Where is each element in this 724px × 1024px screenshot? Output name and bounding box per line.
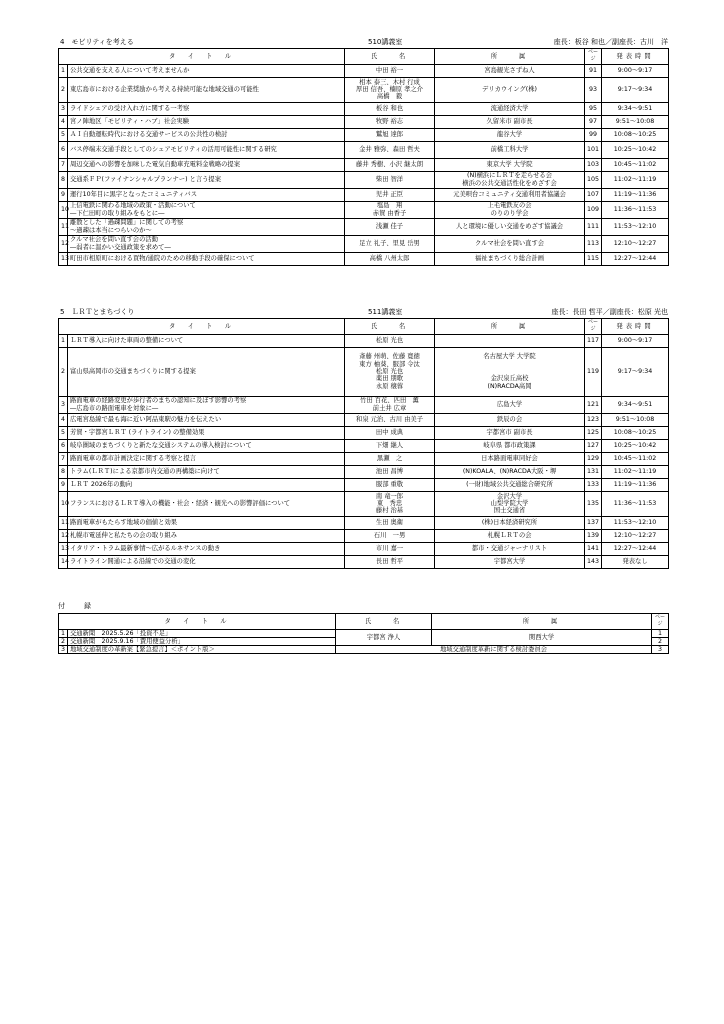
row-page: 141 xyxy=(585,542,602,555)
row-number: 1 xyxy=(59,334,68,347)
row-time: 11:36～11:53 xyxy=(602,201,669,218)
row-time: 9:17～9:34 xyxy=(602,77,669,102)
appendix-table xyxy=(58,613,669,654)
row-number: 9 xyxy=(59,188,68,201)
table-row xyxy=(59,439,669,452)
row-time: 9:00～9:17 xyxy=(602,64,669,77)
session5-header xyxy=(58,306,668,318)
table-row xyxy=(59,235,669,252)
row-affil: 東京大学 大学院 xyxy=(435,158,585,171)
row-affil: 鉄辰の会 xyxy=(435,413,585,426)
row-name: 金井 雅弥、森田 哲夫 xyxy=(345,141,435,158)
row-title: 交通新聞 2025.5.26「投資不足」 xyxy=(68,629,336,637)
row-time: 11:53～12:10 xyxy=(602,218,669,235)
row-page: 109 xyxy=(585,201,602,218)
table-row xyxy=(59,465,669,478)
header-title: タ イ ト ル xyxy=(59,614,336,630)
row-number: 8 xyxy=(59,465,68,478)
row-affil: 元美唄台コミュニティ交通利用者協議会 xyxy=(435,188,585,201)
row-number: 11 xyxy=(59,516,68,529)
row-title: ＬＲＴ 2026年の動向 xyxy=(68,478,345,491)
table-row xyxy=(59,491,669,516)
row-title: フランスにおけるＬＲＴ導入の機能・社会・経済・観光への影響評価について xyxy=(68,491,345,516)
row-number: 4 xyxy=(59,413,68,426)
row-name: 竹田 百花、匹田 薫 前土井 広章 xyxy=(345,396,435,413)
row-title: 札幌市電延伸と私たちの会の取り組み xyxy=(68,529,345,542)
row-time: 11:53～12:10 xyxy=(602,516,669,529)
table-row xyxy=(59,629,669,637)
row-affil: 上毛電鉄友の会 のりのり学会 xyxy=(435,201,585,218)
row-title: 交通系ＦＰ(ファイナンシャルプランナー) と言う提案 xyxy=(68,171,345,188)
row-number: 8 xyxy=(59,171,68,188)
table-row xyxy=(59,426,669,439)
table-header-row xyxy=(59,614,669,630)
row-title: 上信電鉄に関わる地域の政策・活動について ―下仁田町の取り組みをもとに― xyxy=(68,201,345,218)
row-title: 宮ノ陣地区「モビリティ・ハブ」社会実験 xyxy=(68,115,345,128)
row-affil: (株)日本経済研究所 xyxy=(435,516,585,529)
row-title: 離散とした「過疎問題」に関しての考察 ～過疎は本当につらいのか～ xyxy=(68,218,345,235)
row-name: 下畑 継人 xyxy=(345,439,435,452)
row-time: 9:51～10:08 xyxy=(602,413,669,426)
row-affil: (N)KOALA、(N)RACDA大阪・堺 xyxy=(435,465,585,478)
table-row xyxy=(59,452,669,465)
row-time: 11:19～11:36 xyxy=(602,478,669,491)
session4-table xyxy=(58,48,669,266)
table-row xyxy=(59,64,669,77)
session-room: 510講義室 xyxy=(368,38,403,46)
row-page: 139 xyxy=(585,529,602,542)
row-title: ＡＩ自動運転時代における交通サービスの公共性の検討 xyxy=(68,128,345,141)
row-number: 6 xyxy=(59,141,68,158)
row-number: 3 xyxy=(59,102,68,115)
header-page: ページ xyxy=(585,319,602,335)
row-title: 広電宮島線で最も海に近い阿品東駅の魅力を伝えたい xyxy=(68,413,345,426)
row-time: 12:10～12:27 xyxy=(602,235,669,252)
table-row xyxy=(59,396,669,413)
row-name: 池田 昌博 xyxy=(345,465,435,478)
row-title: 町田市相原町における買物/通院のための移動手段の確保について xyxy=(68,252,345,265)
session-title: 4 モビリティを考える xyxy=(60,38,134,46)
row-number: 5 xyxy=(59,426,68,439)
row-name: 田中 成典 xyxy=(345,426,435,439)
row-page: 103 xyxy=(585,158,602,171)
row-affil: 流通経済大学 xyxy=(435,102,585,115)
row-title: 交通新聞 2025.9.16「費用便益分析」 xyxy=(68,637,336,645)
row-title: トラム(ＬＲＴ)による京都市内交通の再構築に向けて xyxy=(68,465,345,478)
row-page: 1 xyxy=(652,629,669,637)
row-title: 東広島市における企業奨励から考える持続可能な地域交通の可能性 xyxy=(68,77,345,102)
row-affil: 金沢大学 山梨学院大学 国士交通省 xyxy=(435,491,585,516)
session5-table xyxy=(58,318,669,569)
table-row xyxy=(59,115,669,128)
row-affil: デリカウイング(株) xyxy=(435,77,585,102)
row-title: 岐阜圏域のまちづくりと新たな交通システムの導入検討について xyxy=(68,439,345,452)
table-row xyxy=(59,188,669,201)
row-title: 路面電車がもたらす地域の価値と効果 xyxy=(68,516,345,529)
row-page: 95 xyxy=(585,102,602,115)
row-title: バス停端末交通手段としてのシェアモビリティの活用可能性に関する研究 xyxy=(68,141,345,158)
row-number: 13 xyxy=(59,252,68,265)
row-time: 9:51～10:08 xyxy=(602,115,669,128)
row-title: ＬＲＴ導入に向けた車両の整備について xyxy=(68,334,345,347)
row-number: 1 xyxy=(59,629,68,637)
row-affil: 日本路面電車同好会 xyxy=(435,452,585,465)
session-chairs: 座長：長田 哲平／副座長：松原 光也 xyxy=(551,308,668,316)
row-number: 12 xyxy=(59,235,68,252)
row-time: 9:34～9:51 xyxy=(602,396,669,413)
header-page: ページ xyxy=(585,49,602,65)
row-name-affil: 地域交通制度革新に関する検討委員会 xyxy=(336,646,652,654)
row-title: 運行10年目に黒字となったコミュニティバス xyxy=(68,188,345,201)
row-number: 3 xyxy=(59,646,68,654)
row-number: 11 xyxy=(59,218,68,235)
row-number: 2 xyxy=(59,77,68,102)
row-time: 10:08～10:25 xyxy=(602,128,669,141)
row-time: 12:10～12:27 xyxy=(602,529,669,542)
row-number: 12 xyxy=(59,529,68,542)
row-affil: 都市・交通ジャーナリスト xyxy=(435,542,585,555)
row-title: 路面電車の経路変更が歩行者のまちの認知に及ぼす影響の考察 ―広島市の路面電車を対象に― xyxy=(68,396,345,413)
row-title: イタリア・トラム最新事情～広がるルネサンスの動き xyxy=(68,542,345,555)
row-affil: 宮島観光さずね人 xyxy=(435,64,585,77)
row-number: 7 xyxy=(59,158,68,171)
row-time: 12:27～12:44 xyxy=(602,252,669,265)
table-row xyxy=(59,102,669,115)
table-row xyxy=(59,516,669,529)
row-name: 生田 奥衛 xyxy=(345,516,435,529)
header-name: 氏 名 xyxy=(336,614,432,630)
session-title: 5 ＬＲＴとまちづくり xyxy=(60,308,135,316)
row-number: 13 xyxy=(59,542,68,555)
row-name: 斎藤 州萌、佐藤 寛徳 東方 柚葵、服部 令汰 松原 光也 薬田 朋歌 永原 穣蓉 xyxy=(345,347,435,396)
row-page: 125 xyxy=(585,426,602,439)
table-row xyxy=(59,334,669,347)
row-affil: 関西大学 xyxy=(432,629,652,646)
row-affil: 宇都宮市 副市長 xyxy=(435,426,585,439)
row-time: 10:25～10:42 xyxy=(602,141,669,158)
row-time: 9:34～9:51 xyxy=(602,102,669,115)
row-page: 111 xyxy=(585,218,602,235)
table-row xyxy=(59,218,669,235)
row-page: 137 xyxy=(585,516,602,529)
row-title: 芳賀・宇都宮ＬＲＴ (ライトライン) の整備効果 xyxy=(68,426,345,439)
row-page: 2 xyxy=(652,637,669,645)
row-name: 中田 裕一 xyxy=(345,64,435,77)
row-page: 121 xyxy=(585,396,602,413)
row-name: 児井 正臣 xyxy=(345,188,435,201)
row-name: 長田 哲平 xyxy=(345,555,435,568)
row-page: 117 xyxy=(585,334,602,347)
header-title: タ イ ト ル xyxy=(59,319,345,335)
row-affil: (N)横浜にＬＲＴを走らせる会 横浜の公共交通活性化をめざす会 xyxy=(435,171,585,188)
row-name: 藤井 秀樹、小沢 継太朗 xyxy=(345,158,435,171)
row-name: 高橋 八州太郎 xyxy=(345,252,435,265)
row-number: 9 xyxy=(59,478,68,491)
row-title: クルマ社会を問い直す会の活動 ―弱者に温かい交通政策を求めて― xyxy=(68,235,345,252)
row-number: 2 xyxy=(59,637,68,645)
table-header-row xyxy=(59,319,669,335)
row-page: 129 xyxy=(585,452,602,465)
row-title: ライトライン開通による沿線での交通の変化 xyxy=(68,555,345,568)
header-name: 氏 名 xyxy=(345,49,435,65)
table-row xyxy=(59,478,669,491)
row-page: 127 xyxy=(585,439,602,452)
row-page: 131 xyxy=(585,465,602,478)
row-time: 10:45～11:02 xyxy=(602,158,669,171)
row-number: 14 xyxy=(59,555,68,568)
row-affil: 札幌ＬＲＴの会 xyxy=(435,529,585,542)
header-affil: 所 属 xyxy=(435,49,585,65)
row-time: 9:00～9:17 xyxy=(602,334,669,347)
row-name: 牧野 裕志 xyxy=(345,115,435,128)
table-row xyxy=(59,201,669,218)
row-title: 周辺交通への影響を加味した電気自動車充電料金戦略の提案 xyxy=(68,158,345,171)
table-row xyxy=(59,128,669,141)
row-page: 123 xyxy=(585,413,602,426)
table-row xyxy=(59,542,669,555)
table-row xyxy=(59,646,669,654)
row-name: 浅瀬 佳子 xyxy=(345,218,435,235)
session-chairs: 座長：板谷 和也／副座長：古川 洋 xyxy=(553,38,668,46)
table-row xyxy=(59,555,669,568)
row-number: 7 xyxy=(59,452,68,465)
row-name: 南 竜一郎 東 秀忠 藤村 治基 xyxy=(345,491,435,516)
row-time: 11:19～11:36 xyxy=(602,188,669,201)
row-time: 11:36～11:53 xyxy=(602,491,669,516)
row-affil: クルマ社会を問い直す会 xyxy=(435,235,585,252)
row-page: 133 xyxy=(585,478,602,491)
row-page: 91 xyxy=(585,64,602,77)
row-time: 10:08～10:25 xyxy=(602,426,669,439)
row-page: 113 xyxy=(585,235,602,252)
row-page: 99 xyxy=(585,128,602,141)
row-time: 12:27～12:44 xyxy=(602,542,669,555)
header-page: ページ xyxy=(652,614,669,630)
table-row xyxy=(59,529,669,542)
row-page: 3 xyxy=(652,646,669,654)
row-name: 和泉 元治、古川 由美子 xyxy=(345,413,435,426)
row-number: 4 xyxy=(59,115,68,128)
row-title: 路面電車の都市計画決定に関する考察と提言 xyxy=(68,452,345,465)
row-number: 5 xyxy=(59,128,68,141)
header-affil: 所 属 xyxy=(432,614,652,630)
row-time: 11:02～11:19 xyxy=(602,171,669,188)
row-affil: 広島大学 xyxy=(435,396,585,413)
row-page: 97 xyxy=(585,115,602,128)
row-title: 公共交通を支える人について考えませんか xyxy=(68,64,345,77)
row-page: 107 xyxy=(585,188,602,201)
row-affil: 龍谷大学 xyxy=(435,128,585,141)
row-affil xyxy=(435,334,585,347)
table-row xyxy=(59,413,669,426)
row-page: 101 xyxy=(585,141,602,158)
table-row xyxy=(59,171,669,188)
row-affil: 岐阜県 都市政策課 xyxy=(435,439,585,452)
row-number: 1 xyxy=(59,64,68,77)
session-room: 511講義室 xyxy=(368,308,403,316)
row-affil: 久留米市 副市長 xyxy=(435,115,585,128)
row-time: 10:45～11:02 xyxy=(602,452,669,465)
row-affil: (一財)地域公共交通総合研究所 xyxy=(435,478,585,491)
row-affil: 福祉まちづくり総合計画 xyxy=(435,252,585,265)
row-time: 発表なし xyxy=(602,555,669,568)
row-affil: 宇都宮大学 xyxy=(435,555,585,568)
table-row xyxy=(59,141,669,158)
header-name: 氏 名 xyxy=(345,319,435,335)
row-name: 市川 嘉一 xyxy=(345,542,435,555)
row-time: 9:17～9:34 xyxy=(602,347,669,396)
row-name: 板谷 和也 xyxy=(345,102,435,115)
row-title: 富山県高岡市の交通まちづくりに関する提案 xyxy=(68,347,345,396)
header-affil: 所 属 xyxy=(435,319,585,335)
row-title: ライドシェアの受け入れ方に関する一考察 xyxy=(68,102,345,115)
row-page: 93 xyxy=(585,77,602,102)
table-row xyxy=(59,252,669,265)
row-affil: 人と環境に優しい交通をめざす協議会 xyxy=(435,218,585,235)
row-name: 宇都宮 浄人 xyxy=(336,629,432,646)
header-time: 発表時間 xyxy=(602,49,669,65)
row-time: 10:25～10:42 xyxy=(602,439,669,452)
row-page: 105 xyxy=(585,171,602,188)
row-number: 10 xyxy=(59,491,68,516)
row-page: 115 xyxy=(585,252,602,265)
table-row xyxy=(59,77,669,102)
table-row xyxy=(59,347,669,396)
row-time: 11:02～11:19 xyxy=(602,465,669,478)
row-name: 塩島 翔 赤賀 由香子 xyxy=(345,201,435,218)
session4-header xyxy=(58,36,668,48)
row-name: 石川 一男 xyxy=(345,529,435,542)
table-header-row xyxy=(59,49,669,65)
row-number: 6 xyxy=(59,439,68,452)
row-title: 地域交通制度の革新案【緊急提言】＜ポイント版＞ xyxy=(68,646,336,654)
row-name: 松原 光也 xyxy=(345,334,435,347)
appendix-title: 付 録 xyxy=(58,602,97,610)
row-name: 相本 泰三、木村 行成 厚田 信吾、楠原 孝之介 高橋 毅 xyxy=(345,77,435,102)
row-affil: 名古屋大学 大学院 金沢泉丘高校 (N)RACDA高岡 xyxy=(435,347,585,396)
row-number: 10 xyxy=(59,201,68,218)
row-name: 服部 重敬 xyxy=(345,478,435,491)
row-number: 3 xyxy=(59,396,68,413)
row-name: 足立 礼子、里見 岳男 xyxy=(345,235,435,252)
row-page: 135 xyxy=(585,491,602,516)
header-time: 発表時間 xyxy=(602,319,669,335)
row-page: 143 xyxy=(585,555,602,568)
header-title: タ イ ト ル xyxy=(59,49,345,65)
row-page: 119 xyxy=(585,347,602,396)
row-name: 鷲旭 達郎 xyxy=(345,128,435,141)
table-row xyxy=(59,158,669,171)
row-affil: 前橋工科大学 xyxy=(435,141,585,158)
row-name: 黒瀬 之 xyxy=(345,452,435,465)
row-name: 柴田 智洋 xyxy=(345,171,435,188)
row-number: 2 xyxy=(59,347,68,396)
